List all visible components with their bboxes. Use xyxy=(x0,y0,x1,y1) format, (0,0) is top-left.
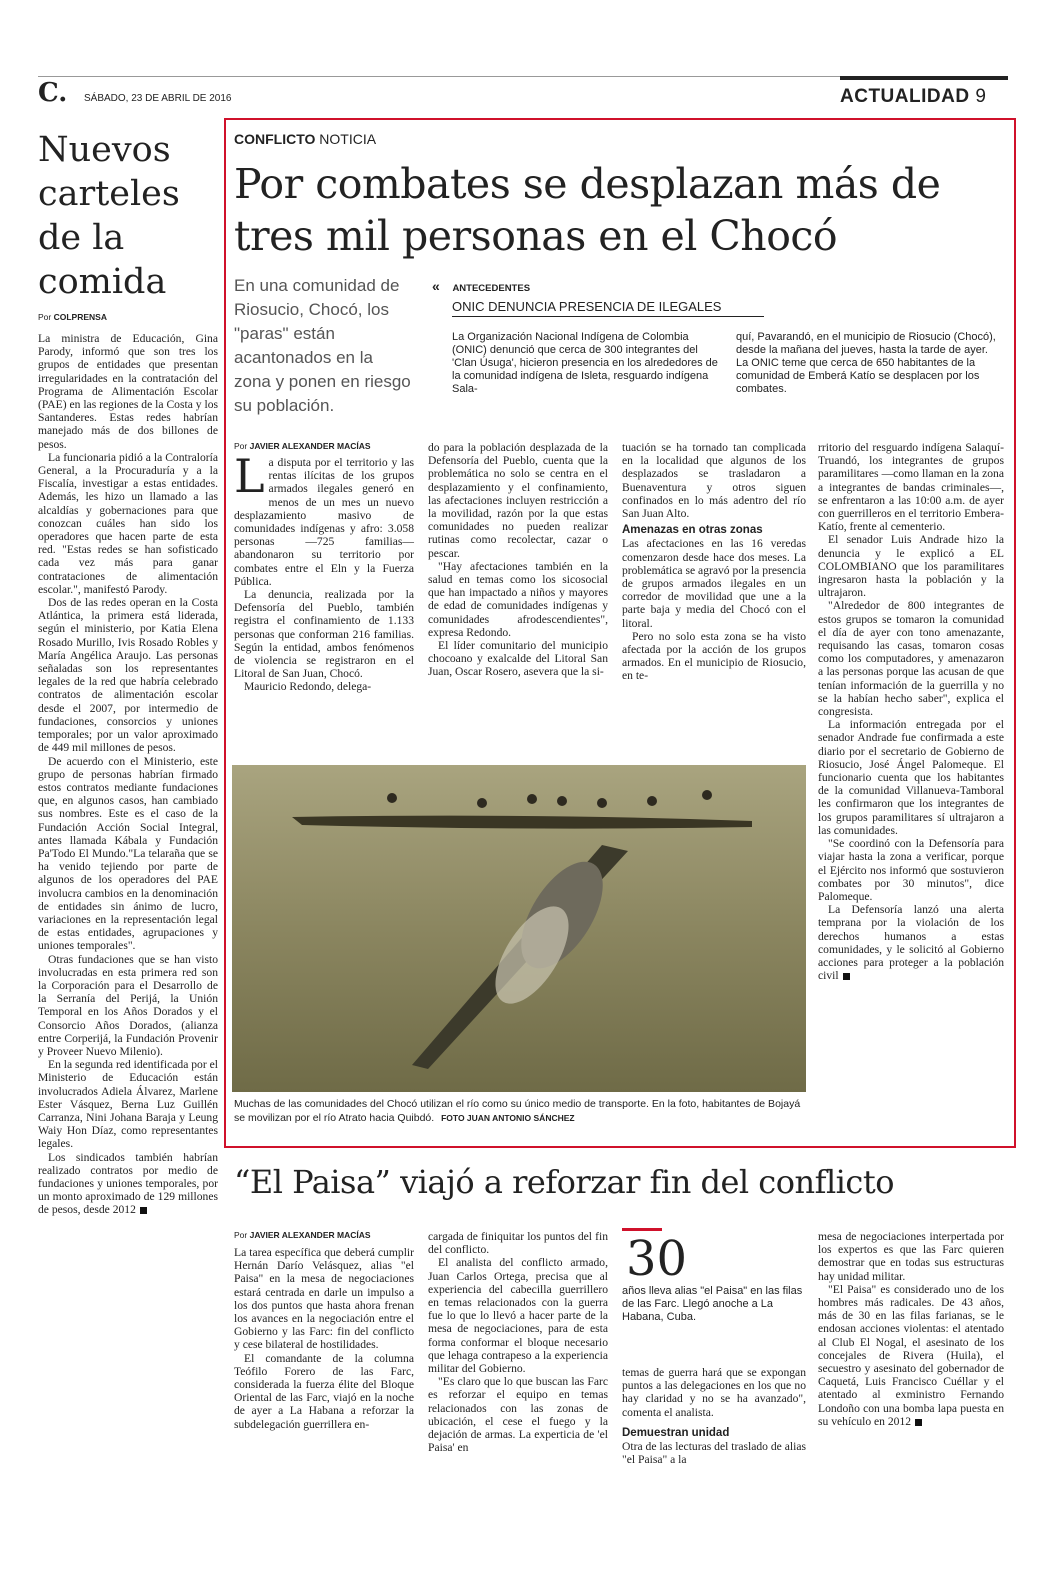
river-photo xyxy=(232,765,806,1092)
fact-box xyxy=(622,1228,806,1324)
main-headline: Por combates se desplazan más de tres mil personas en el Chocó xyxy=(234,160,941,260)
boat-photo-illustration xyxy=(232,765,806,1092)
left-article-byline: Por COLPRENSA xyxy=(38,312,107,322)
main-col-1: La disputa por el territorio y las rentas ilícitas de los grupos armados ilegales generó en menos de un mes un nuevo desplazamiento masivo de comunidades indígenas y afro: 3.058 personas —725 familias— abandonaron su territorio por combates entre el Eln y la Fuerza Pública. La denuncia, realizada por la Defensoría del Pueblo, también registra el confinamiento de 1.133 personas que conforman 216 familias. Según la entidad, ambos fenómenos de violencia se registraron en el Litoral de San Juan, Chocó. Mauricio Redondo, delega- xyxy=(234,449,414,694)
page-number: 9 xyxy=(975,86,987,107)
second-col-1: La tarea específica que deberá cumplir Hernán Darío Velásquez, alias "el Paisa" en la mesa de negociaciones estará centrada en darle un impulso a los dos puntos que hasta ahora frenan los avances en la negociación entre el Gobierno y las Farc: fin del conflicto y cese bilateral de hostilidades. El comandante de la columna Teófilo Forero de las Farc, considerada la fuerza élite del Bloque Oriental de las Farc, viajó en la noche de ayer a La Habana a reforzar la subdelegación guerrillera en- xyxy=(234,1246,414,1431)
fact-number: 30 xyxy=(626,1231,688,1287)
sidebar-col-2: quí, Pavarandó, en el municipio de Riosucio (Chocó), desde la mañana del jueves, hasta la tarde de ayer. La ONIC teme que cerca de 650 habitantes de la comunidad de Emberá Katío se desplacen por los combates. xyxy=(736,331,996,395)
double-chevron-icon: « xyxy=(432,278,440,294)
sidebar-label: « ANTECEDENTES xyxy=(432,278,531,294)
main-kicker: CONFLICTO NOTICIA xyxy=(234,131,377,147)
left-article-title: Nuevos carteles de la comida xyxy=(38,130,180,302)
left-article-body: La ministra de Educación, Gina Parody, informó que son tres los grupos de entidades que presentan irregularidades en la contratación del Programa de Alimentación Escolar (PAE) en las regiones de la Costa y los Santanderes. Estas redes habrían manejado más de dos billones de pesos. La funcionaria pidió a la Contraloría General, a la Procuraduría y a la Fiscalía, investigar a estas entidades. Además, les hizo un llamado a las alcaldías y gobernaciones para que conozcan cuáles han sido los operadores que hacen parte de esta red. "Estas redes se han sofisticado cada vez más para ganar contrataciones de alimentación escolar.", manifestó Parody. Dos de las redes operan en la Costa Atlántica, la primera está liderada, según el ministerio, por Katia Elena Rosado Murillo, Ivis Rosado Robles y María Angélica Araujo. Las personas señaladas son los representantes legales de la red que habría celebrado contratos de alimentación escolar desde el 2007, por intermedio de fundaciones, consorcios y uniones temporales; por un valor aproximado de 449 mil millones de pesos. De acuerdo con el Ministerio, este grupo de personas habrían firmado estos contratos mediante fundaciones que, en algunos casos, han cambiado sus nombres. Este es el caso de la Fundación Acción Social Integral, antes llamada Kábala y Fundación Pa'Todo El Mundo."La telaraña que se ha venido tejiendo por parte de algunos de los operadores del PAE involucra cambios en la denominación de entidades sin ánimo de lucro, variaciones en la representación legal de estas entidades, agrupaciones y uniones temporales". Otras fundaciones que se han visto involucradas en esta primera red son la Corporación para el Desarrollo de la Serranía del Perijá, la Unión Temporal en los Años Dorados y el Consorcio Años Dorados, (alianza entre Corperijá, la Fundación Provenir y Proveer Nuevo Milenio). En la segunda red identificada por el Ministerio de Educación están involucrados Adiela Álvarez, Marlene Ester Vásquez, Berna Luz Guillén Carranza, Nini Johana Baraja y Leung Waiy Hon Díaz, como representantes legales. Los sindicados también habrían realizado contratos por medio de fundaciones y uniones temporales, por un monto aproximado de 129 millones de pesos, desde 2012 xyxy=(38,332,218,1217)
fact-text: años lleva alias "el Paisa" en las filas de las Farc. Llegó anoche a La Habana, Cuba. xyxy=(622,1285,803,1323)
dropcap: L xyxy=(234,449,265,503)
subhead-unidad: Demuestran unidad xyxy=(622,1426,730,1439)
main-col-3: tuación se ha tornado tan complicada en la localidad que algunos de los desplazados se trasladaron a Buenaventura y otros siguen confinados en lo más adentro del río San Juan Alto. Amenazas en otras zonas Las afectaciones en las 16 veredas comenzaron desde hace dos meses. La problemática se agravó por la presencia de grupos armados ilegales en un corredor de movilidad que une a la parte baja y media del Chocó con el litoral. Pero no solo esta zona se ha visto afectada por la acción de los grupos armados. En el municipio de Riosucio, en te- xyxy=(622,441,806,683)
sidebar-title: ONIC DENUNCIA PRESENCIA DE ILEGALES xyxy=(452,299,764,317)
newspaper-logo: C. xyxy=(38,78,68,108)
issue-date: SÁBADO, 23 DE ABRIL DE 2016 xyxy=(84,93,232,104)
second-col-4: mesa de negociaciones interpertada por los expertos es que las Farc quieren demostrar que en todas sus estructuras hay unidad militar. "El Paisa" es considerado uno de los hombres más radicales. De 43 años, más de 30 en las filas farianas, se le endosan acciones violentas: el atentado al Club El Nogal, el asesinato de los concejales de Rivera (Huila), el secuestro y asesinato del gobernador de Caquetá, Luis Francisco Cuéllar y el atentado al exministro Fernando Londoño con una bomba lapa puesta en su vehículo en 2012 xyxy=(818,1230,1004,1428)
sidebar-col-1: La Organización Nacional Indígena de Colombia (ONIC) denunció que cerca de 300 integrantes del 'Clan Úsuga', hicieron presencia en los alrededores de la comunidad indígena de Isleta, resguardo indígena Sala- xyxy=(452,331,718,395)
second-byline: Por JAVIER ALEXANDER MACÍAS xyxy=(234,1230,371,1240)
main-col-2: do para la población desplazada de la Defensoría del Pueblo, cuenta que la problemática no solo se centra en el desplazamiento y el confinamiento, las afectaciones incluyen restricción a la movilidad, razón por la que estas comunidades no pueden realizar rutinas como recolectar, cazar o pescar. "Hay afectaciones también en la salud en temas como los sicosocial que han impactado a niños y mayores de edad de comunidades indígenas y comunidades afrodescendientes", expresa Redondo. El líder comunitario del municipio chocoano y exalcalde del Litoral San Juan, Oscar Rosero, asevera que la si- xyxy=(428,441,608,679)
section-rule xyxy=(840,76,1008,80)
main-deck: En una comunidad de Riosucio, Chocó, los "paras" están acantonados en la zona y ponen en riesgo su población. xyxy=(234,276,411,415)
second-col-2: cargada de finiquitar los puntos del fin del conflicto. El analista del conflicto armado, Juan Carlos Ortega, precisa que al experiencia del cabecilla guerrillero en temas relacionados con la guerra fue lo que lo llevó a hacer parte de la mesa de negociaciones, para de esta forma conformar el bloque necesario que lehaga contrapeso a la experiencia militar del Gobierno. "Es claro que lo que buscan las Farc es reforzar el equipo en temas relacionados con las zonas de ubicación, el cese el fuego y la dejación de armas. La experticia de 'el Paisa' en xyxy=(428,1230,608,1455)
main-col-4: rritorio del resguardo indígena Salaquí-Truandó, los integrantes de grupos paramilitares —como llaman en la zona a integrantes de bandas criminales—, se enfrentaron a las 10:00 a.m. de ayer con guerrilleros en el territorio Embera-Katío, frente al cementerio. El senador Luis Andrade hizo la denuncia y le explicó a EL COLOMBIANO que los paramilitares ingresaron hasta la población y la ultrajaron. "Alrededor de 800 integrantes de estos grupos se tomaron la comunidad el día de ayer con tono amenazante, requisando las casas, tomaron cosas como los computadores, y amenazaron a las personas porque las acusan de que tenían información de la guerrilla y no se la habían hecho saber", explica el congresista. La información entregada por el senador Andrade fue confirmada a este diario por el secretario de Gobierno de Riosucio, José Ángel Palomeque. El funcionario cuenta que los habitantes de la comunidad Villanueva-Tamboral les confirmaron que los integrantes de los grupos paramilitares sí ultrajaron a las comunidades. "Se coordinó con la Defensoría para viajar hasta la zona a verificar, porque el Ejército nos informó que sostuvieron combates por 30 minutos", dice Palomeque. La Defensoría lanzó una alerta temprana por la violación de los derechos humanos a estas comunidades, y le solicitó al Gobierno acciones para proteger a la población civil xyxy=(818,441,1004,983)
section-name: ACTUALIDAD xyxy=(840,86,970,107)
section-title xyxy=(840,86,986,108)
subhead-amenazas: Amenazas en otras zonas xyxy=(622,524,763,537)
second-col-3: temas de guerra hará que se expongan puntos a las delegaciones en los que no hay claridad y no se ha avanzado", comenta el analista. Demuestran unidad Otra de las lecturas del traslado de alias "el Paisa" a la xyxy=(622,1366,806,1467)
photo-caption: Muchas de las comunidades del Chocó utilizan el río como su único medio de transporte. En la foto, habitantes de Bojayá se movilizan por el río Atrato hacia Quibdó. FOTO JUAN ANTONIO SÁNCHEZ xyxy=(234,1098,801,1124)
main-byline: Por JAVIER ALEXANDER MACÍAS xyxy=(234,441,371,451)
second-headline: “El Paisa” viajó a reforzar fin del conflicto xyxy=(234,1163,894,1201)
